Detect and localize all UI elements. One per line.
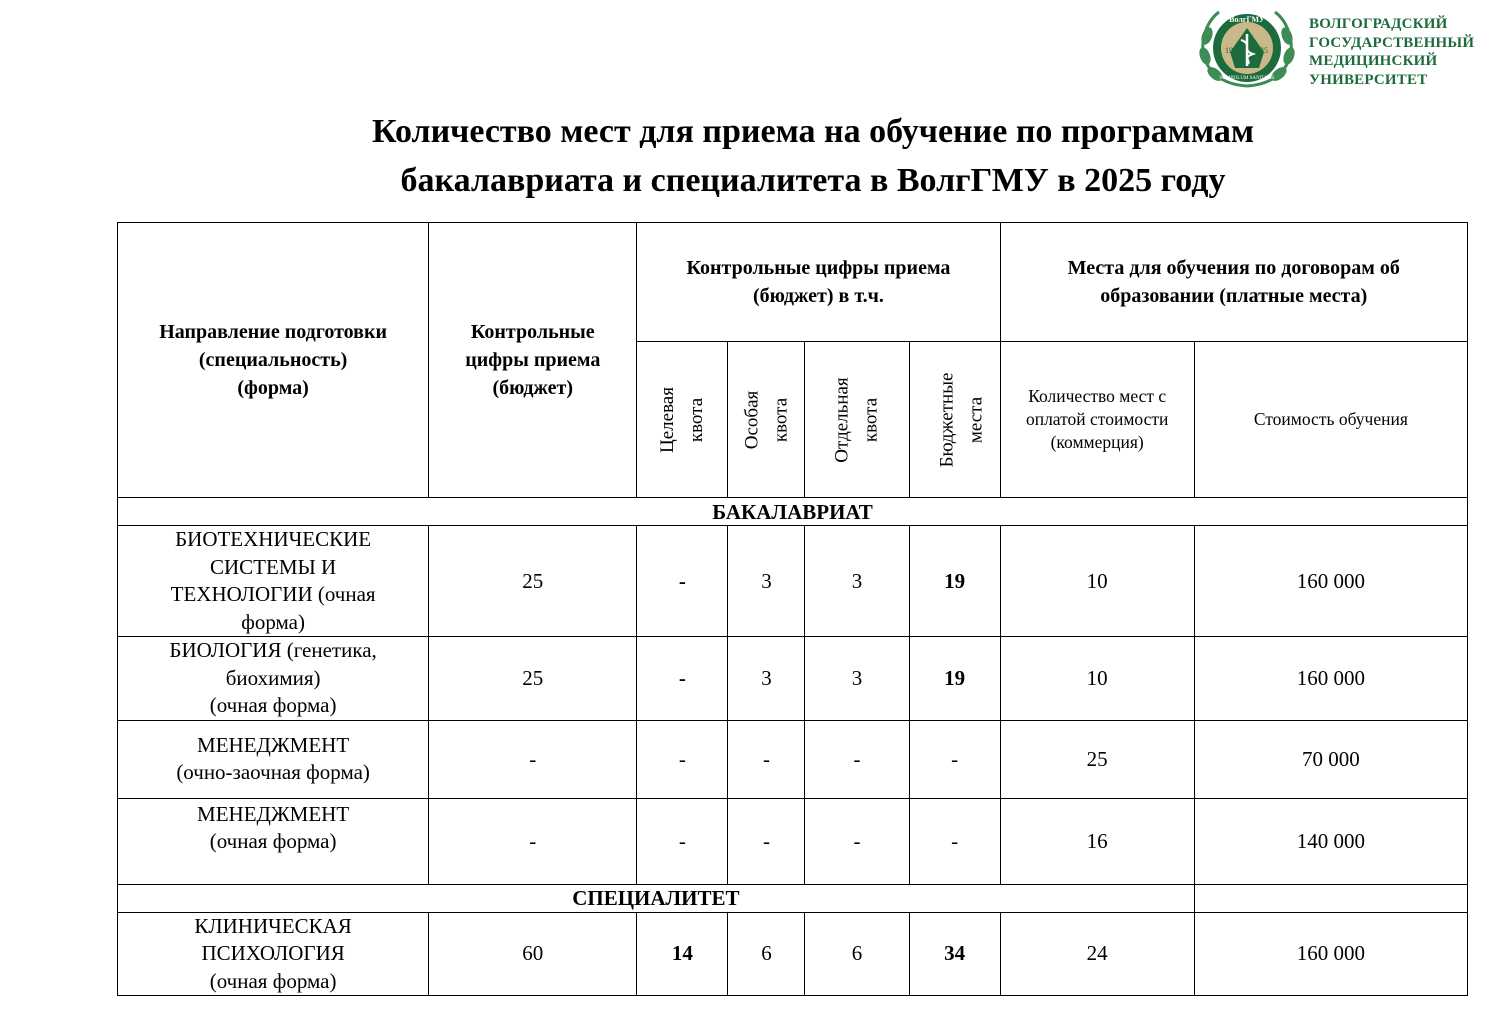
university-name-line: ГОСУДАРСТВЕННЫЙ <box>1309 34 1475 51</box>
separate-quota-value: - <box>805 720 909 798</box>
university-logo <box>1197 6 1297 90</box>
direction-name: БИОТЕХНИЧЕСКИЕ СИСТЕМЫ И ТЕХНОЛОГИИ (очная форма) <box>118 526 429 637</box>
logo-year-left: 19 <box>1225 46 1233 55</box>
separate-quota-value: - <box>805 798 909 884</box>
budget-places-value: - <box>909 720 1000 798</box>
header-budget-places: Бюджетные места <box>909 342 1000 498</box>
kcp-value: 25 <box>429 637 637 721</box>
header-kcp-including: Контрольные цифры приема (бюджет) в т.ч. <box>637 223 1000 342</box>
commerce-value: 10 <box>1000 637 1194 721</box>
kcp-value: - <box>429 720 637 798</box>
cost-value: 160 000 <box>1194 912 1467 996</box>
commerce-value: 16 <box>1000 798 1194 884</box>
target-quota-value: 14 <box>637 912 728 996</box>
target-quota-value: - <box>637 637 728 721</box>
logo-motto: SYMBOLUM SANITATIS <box>1219 76 1275 81</box>
section-specialist: СПЕЦИАЛИТЕТ <box>118 884 1195 912</box>
separate-quota-value: 6 <box>805 912 909 996</box>
cost-value: 140 000 <box>1194 798 1467 884</box>
special-quota-value: - <box>728 720 805 798</box>
commerce-value: 25 <box>1000 720 1194 798</box>
university-name-line: МЕДИЦИНСКИЙ <box>1309 53 1438 69</box>
table-row <box>118 720 1468 798</box>
header-cost: Стоимость обучения <box>1194 342 1467 498</box>
cost-value: 160 000 <box>1194 526 1467 637</box>
title-line-1: Количество мест для приема на обучение по программам <box>371 113 1255 150</box>
header-separate-quota: Отдельная квота <box>805 342 909 498</box>
special-quota-value: 3 <box>728 526 805 637</box>
separate-quota-value: 3 <box>805 526 909 637</box>
header-special-quota: Особая квота <box>728 342 805 498</box>
university-name-line: УНИВЕРСИТЕТ <box>1309 71 1428 88</box>
header-paid-places: Места для обучения по договорам об образовании (платные места) <box>1000 223 1467 342</box>
commerce-value: 24 <box>1000 912 1194 996</box>
header-target-quota: Целевая квота <box>637 342 728 498</box>
logo-arc-text: ВолгГМУ <box>1229 15 1265 24</box>
budget-places-value: - <box>909 798 1000 884</box>
direction-name: БИОЛОГИЯ (генетика, биохимия) (очная форма) <box>118 637 429 721</box>
table-row <box>118 798 1468 884</box>
budget-places-value: 34 <box>909 912 1000 996</box>
kcp-value: - <box>429 798 637 884</box>
direction-name: МЕНЕДЖМЕНТ (очная форма) <box>118 798 429 884</box>
empty-cell <box>1194 884 1467 912</box>
header-kcp: Контрольные цифры приема (бюджет) <box>429 223 637 498</box>
table-row <box>118 526 1468 637</box>
kcp-value: 25 <box>429 526 637 637</box>
logo-year-right: 35 <box>1260 46 1268 55</box>
target-quota-value: - <box>637 798 728 884</box>
cost-value: 70 000 <box>1194 720 1467 798</box>
budget-places-value: 19 <box>909 526 1000 637</box>
section-bachelor: БАКАЛАВРИАТ <box>118 498 1468 526</box>
special-quota-value: 3 <box>728 637 805 721</box>
target-quota-value: - <box>637 720 728 798</box>
special-quota-value: 6 <box>728 912 805 996</box>
special-quota-value: - <box>728 798 805 884</box>
cost-value: 160 000 <box>1194 637 1467 721</box>
page-title <box>200 107 1426 205</box>
direction-name: КЛИНИЧЕСКАЯ ПСИХОЛОГИЯ (очная форма) <box>118 912 429 996</box>
header-direction: Направление подготовки (специальность) (форма) <box>118 223 429 498</box>
header-commerce: Количество мест с оплатой стоимости (коммерция) <box>1000 342 1194 498</box>
university-name <box>1309 15 1474 89</box>
commerce-value: 10 <box>1000 526 1194 637</box>
kcp-value: 60 <box>429 912 637 996</box>
direction-name: МЕНЕДЖМЕНТ (очно-заочная форма) <box>118 720 429 798</box>
target-quota-value: - <box>637 526 728 637</box>
title-line-2: бакалавриата и специалитета в ВолгГМУ в 2025 году <box>400 162 1226 199</box>
budget-places-value: 19 <box>909 637 1000 721</box>
separate-quota-value: 3 <box>805 637 909 721</box>
university-name-line: ВОЛГОГРАДСКИЙ <box>1309 16 1448 32</box>
table-row <box>118 912 1468 996</box>
admission-table <box>117 222 1468 996</box>
table-row <box>118 637 1468 721</box>
